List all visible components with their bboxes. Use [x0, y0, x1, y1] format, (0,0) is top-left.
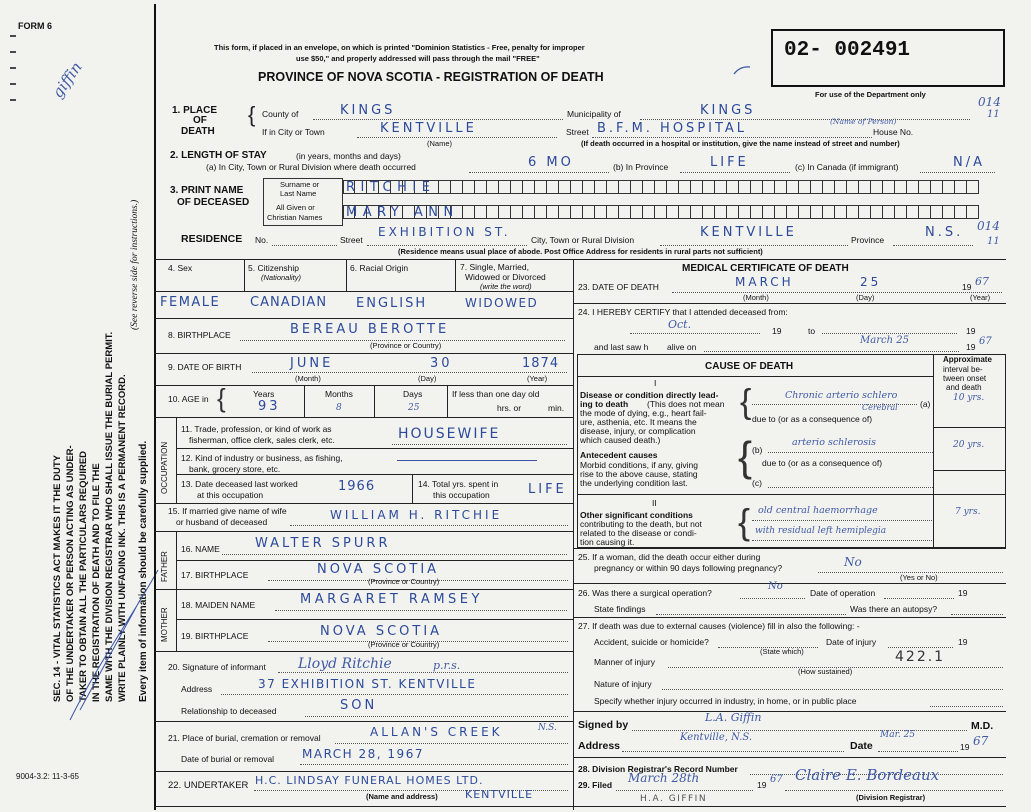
autopsy-label: Was there an autopsy? — [850, 604, 938, 614]
side-instruction-2: OF THE UNDERTAKER OR PERSON ACTING AS UNDER- — [65, 445, 76, 702]
hospital-note: (If death occurred in a hospital or institution, give the name instead of street and number) — [581, 139, 900, 148]
other-label-1: Other significant conditions — [580, 510, 693, 520]
accident-label: Accident, suicide or homicide? — [594, 637, 709, 647]
side-every-item: Every item of information should be carefully supplied. — [138, 440, 149, 702]
industry-label: 12. Kind of industry or business, as fishing, — [181, 453, 343, 463]
citizenship-value: CANADIAN — [250, 295, 328, 310]
last-saw-label: and last saw h — [594, 342, 649, 352]
cause-a-value: Chronic arterio schlero — [785, 390, 898, 401]
findings-label: State findings — [594, 604, 646, 614]
operation-date-label: Date of operation — [810, 588, 876, 598]
spouse-label-2: or husband of deceased — [176, 517, 268, 527]
cause-a-interval: 10 yrs. — [953, 393, 985, 403]
dob-year-note: (Year) — [527, 374, 548, 383]
total-label: 14. Total yrs. spent in — [418, 479, 499, 489]
dob-label: 9. DATE OF BIRTH — [168, 362, 242, 372]
last-worked-label: 13. Date deceased last worked — [181, 479, 298, 489]
antecedent-label-4: the underlying condition last. — [580, 478, 688, 488]
age-years-value: 93 — [258, 399, 281, 414]
postal-notice-2: use $50," and properly addressed will pass through the mail "FREE" — [296, 54, 540, 63]
residence-no-label: No. — [255, 235, 269, 245]
alive-on-label: alive on — [667, 342, 697, 352]
place-label-2: OF — [193, 115, 207, 126]
county-label: County of — [262, 109, 299, 119]
dob-year: 1874 — [522, 356, 560, 371]
dob-month: JUNE — [290, 356, 334, 371]
due-to-2: due to (or as a consequence of) — [762, 458, 883, 468]
alive-year-prefix: 19 — [966, 342, 976, 352]
residence-province-value: N.S. — [925, 225, 964, 240]
cert-date-label: Date — [850, 740, 873, 752]
dod-day-note: (Day) — [856, 293, 875, 302]
other-label-2: contributing to the death, but not — [580, 519, 702, 529]
father-birthplace-label: 17. BIRTHPLACE — [181, 570, 249, 580]
filed-value: March 28th — [628, 771, 700, 785]
registrar-note: (Division Registrar) — [856, 793, 926, 802]
disease-label-1: Disease or condition directly lead- — [580, 390, 719, 400]
residence-note: (Residence means usual place of abode. Post Office Address for residents in rural parts not sufficient) — [398, 247, 763, 256]
age-days-label: Days — [403, 389, 423, 399]
surname-label-2: Last Name — [280, 189, 317, 198]
burial-date-label: Date of burial or removal — [181, 754, 275, 764]
cause-b-value: arterio schlerosis — [792, 437, 876, 448]
relationship-label: Relationship to deceased — [181, 706, 277, 716]
dod-month: MARCH — [735, 275, 794, 289]
external-label: 27. If death was due to external causes (violence) fill in also the following: - — [578, 621, 860, 631]
cert-address-value: Kentville, N.S. — [680, 732, 753, 743]
age-days-value: 25 — [408, 403, 420, 413]
side-instruction-5: SAME WITH THE DIVISION REGISTRAR WHO SHALL ISSUE THE BURIAL PERMIT. — [104, 331, 115, 702]
registration-number: 02- 002491 — [784, 39, 911, 62]
birthplace-value: BEREAU BEROTTE — [290, 322, 450, 337]
dod-day: 25 — [860, 275, 882, 289]
birthplace-label: 8. BIRTHPLACE — [168, 330, 231, 340]
informant-address-label: Address — [181, 684, 213, 694]
disease-label-2: ing to death — [580, 399, 629, 409]
dob-month-note: (Month) — [295, 374, 321, 383]
disease-label-4: the mode of dying, e.g., heart fail- — [580, 408, 707, 418]
alive-year: 67 — [979, 336, 992, 347]
disease-label-3: (This does not mean — [647, 399, 725, 409]
pregnancy-label-2: pregnancy or within 90 days following pregnancy? — [594, 563, 783, 573]
spouse-label: 15. If married give name of wife — [168, 506, 287, 516]
undertaker-city: KENTVILLE — [465, 788, 534, 801]
spouse-value: WILLIAM H. RITCHIE — [330, 508, 503, 522]
interval-label-1: Approximate — [943, 355, 992, 364]
citizenship-sub: (Nationality) — [261, 273, 302, 282]
city-value: KENTVILLE — [380, 121, 477, 136]
interval-label-2: interval be- — [943, 365, 983, 374]
dept-use-label: For use of the Department only — [815, 90, 926, 99]
cert-date-value: Mar. 25 — [880, 730, 916, 740]
stay-b-label: (b) In Province — [613, 162, 669, 172]
place-label-1: 1. PLACE — [172, 105, 218, 116]
undertaker-label: 22. UNDERTAKER — [168, 780, 249, 791]
name-label-2: OF DECEASED — [177, 197, 250, 208]
disease-label-6: disease, injury, or complication — [580, 426, 696, 436]
age-months-label: Months — [325, 389, 353, 399]
total-label-2: this occupation — [433, 490, 490, 500]
date-injury-label: Date of injury — [826, 637, 877, 647]
marital-label-3: (write the word) — [480, 282, 532, 291]
trade-label: 11. Trade, profession, or kind of work as — [181, 424, 332, 434]
classification-code: 422.1 — [895, 649, 946, 665]
dod-label: 23. DATE OF DEATH — [578, 282, 659, 292]
form-number: FORM 6 — [18, 21, 53, 31]
side-instruction-3: TAKER TO OBTAIN ALL THE PARTICULARS REQUIRED — [78, 450, 89, 702]
street-label: Street — [566, 127, 589, 137]
stay-b-value: LIFE — [710, 155, 749, 170]
cert-address-label: Address — [578, 740, 621, 752]
dob-day-note: (Day) — [418, 374, 437, 383]
cause-c-label: (c) — [752, 478, 762, 488]
residence-street-value: EXHIBITION ST. — [378, 225, 511, 239]
undertaker-name: H.C. LINDSAY FUNERAL HOMES LTD. — [255, 774, 484, 787]
filed-year-prefix: 19 — [757, 780, 767, 790]
stamp-text: H.A. GIFFIN — [640, 794, 708, 804]
nature-label: Nature of injury — [594, 679, 652, 689]
registrar-signature: Claire E. Bordeaux — [795, 766, 940, 784]
antecedent-label: Antecedent causes — [580, 450, 658, 460]
interval-label-4: and death — [946, 383, 982, 392]
surgery-value: No — [768, 581, 783, 592]
pregnancy-label: 25. If a woman, did the death occur either during — [578, 552, 761, 562]
total-value: LIFE — [528, 482, 567, 497]
father-birthplace-value: NOVA SCOTIA — [317, 562, 440, 577]
municipality-label: Municipality of — [567, 109, 621, 119]
name-label-1: 3. PRINT NAME — [170, 185, 244, 196]
residence-street-label: Street — [340, 235, 363, 245]
stay-c-label: (c) In Canada (if immigrant) — [795, 162, 899, 172]
other-interval: 7 yrs. — [955, 507, 981, 517]
municipality-value: KINGS — [700, 103, 756, 118]
filed-label: 29. Filed — [578, 780, 613, 790]
cause-a-value-2: Cerebral — [862, 403, 898, 412]
residence-label: RESIDENCE — [181, 233, 243, 245]
min-label: min. — [548, 403, 565, 413]
sex-label: 4. Sex — [168, 263, 193, 273]
alive-date: March 25 — [860, 335, 909, 346]
injury-year: 19 — [958, 637, 968, 647]
last-worked-label-2: at this occupation — [197, 490, 264, 500]
mother-birthplace-note: (Province or Country) — [368, 640, 440, 649]
city-name-note: (Name) — [427, 139, 453, 148]
stay-a-label: (a) In City, Town or Rural Division where death occurred — [206, 162, 416, 172]
informant-address-value: 37 EXHIBITION ST. KENTVILLE — [258, 677, 477, 691]
cause-a-label: (a) — [920, 399, 931, 409]
marital-value: WIDOWED — [465, 296, 539, 310]
specify-label: Specify whether injury occurred in industry, in home, or in public place — [594, 696, 857, 706]
mother-maiden-label: 18. MAIDEN NAME — [181, 600, 256, 610]
marital-label-2: Widowed or Divorced — [465, 272, 546, 282]
dod-year-note: (Year) — [970, 293, 991, 302]
cause-heading: CAUSE OF DEATH — [705, 361, 794, 372]
margin-handwriting: giffin — [48, 58, 86, 102]
side-instruction-1: SEC. 14 - VITAL STATISTICS ACT MAKES IT THE DUTY — [52, 454, 63, 702]
informant-sig-label: 20. Signature of informant — [168, 662, 266, 672]
form-code: 9004-3.2: 11-3-65 — [16, 772, 80, 781]
hrs-label: hrs. or — [497, 403, 522, 413]
street-value: B.F.M. HOSPITAL — [597, 121, 748, 136]
stay-a-value: 6 MO — [528, 155, 574, 170]
mother-side: MOTHER — [160, 607, 169, 642]
side-instruction-6: WRITE PLAINLY WITH UNFADING INK. THIS IS A PERMANENT RECORD. — [117, 374, 128, 702]
father-name-label: 16. NAME — [181, 544, 220, 554]
check-mark-icon — [732, 64, 752, 78]
birthplace-note: (Province or Country) — [370, 341, 442, 350]
undertaker-note: (Name and address) — [366, 792, 438, 801]
dept-code-1: 014 — [978, 95, 1001, 109]
residence-city-label: City, Town or Rural Division — [531, 235, 635, 245]
age-label: 10. AGE in — [168, 394, 209, 404]
trade-label-2: fisherman, office clerk, sales clerk, etc. — [189, 435, 335, 445]
record-number-label: 28. Division Registrar's Record Number — [578, 764, 738, 774]
racial-value: ENGLISH — [356, 296, 428, 311]
relationship-value: SON — [340, 698, 378, 713]
certify-label: 24. I HEREBY CERTIFY that I attended deceased from: — [578, 307, 788, 317]
disease-label-7: which caused death.) — [580, 435, 661, 445]
dept-code-3: 014 — [977, 219, 1000, 233]
mother-birthplace-value: NOVA SCOTIA — [320, 624, 443, 639]
house-no-label: House No. — [873, 127, 914, 137]
interval-label-3: tween onset — [943, 374, 987, 383]
attended-from: Oct. — [668, 318, 692, 331]
surname-label-1: Surname or — [280, 180, 320, 189]
informant-sig-extra: p.r.s. — [433, 659, 461, 672]
md-label: M.D. — [971, 720, 994, 732]
cause-b-interval: 20 yrs. — [953, 440, 985, 450]
given-label-1: All Given or — [276, 203, 315, 212]
last-worked-value: 1966 — [338, 479, 376, 494]
burial-place-label: 21. Place of burial, cremation or removal — [168, 733, 321, 743]
residence-city-value: KENTVILLE — [700, 225, 797, 240]
father-name-value: WALTER SPURR — [255, 536, 391, 551]
dod-month-note: (Month) — [743, 293, 769, 302]
given-value: MARY ANN — [346, 205, 459, 220]
postal-notice-1: This form, if placed in an envelope, on which is printed "Dominion Statistics - Free, penalty for improper — [214, 43, 585, 52]
pregnancy-note: (Yes or No) — [900, 573, 938, 582]
age-months-value: 8 — [336, 403, 342, 413]
age-years-label: Years — [253, 389, 275, 399]
other-value-1: old central haemorrhage — [758, 505, 878, 516]
informant-signature: Lloyd Ritchie — [298, 656, 392, 672]
industry-label-2: bank, grocery store, etc. — [189, 464, 281, 474]
roman-2: II — [652, 498, 657, 508]
signed-by-label: Signed by — [578, 719, 629, 731]
city-label: If in City or Town — [262, 127, 325, 137]
marital-label: 7. Single, Married, — [460, 262, 529, 272]
hole-punch-marks — [8, 32, 22, 102]
form-title: PROVINCE OF NOVA SCOTIA - REGISTRATION OF DEATH — [258, 70, 604, 84]
to-label: to — [808, 326, 816, 336]
antecedent-label-2: Morbid conditions, if any, giving — [580, 460, 698, 470]
operation-year: 19 — [958, 588, 968, 598]
stay-label: 2. LENGTH OF STAY — [170, 150, 267, 161]
other-label-4: tion causing it. — [580, 537, 635, 547]
disease-label-5: ure, asthenia, etc. It means the — [580, 417, 697, 427]
place-label-3: DEATH — [181, 126, 215, 137]
dept-code-2: 11 — [987, 109, 1000, 120]
father-side: FATHER — [160, 551, 169, 582]
roman-1: I — [654, 378, 657, 388]
how-sustained: (How sustained) — [798, 667, 853, 676]
surgery-label: 26. Was there a surgical operation? — [578, 588, 712, 598]
stay-sub: (in years, months and days) — [296, 151, 401, 161]
cert-year-prefix: 19 — [960, 742, 970, 752]
dod-year: 67 — [975, 275, 989, 288]
surname-grid — [343, 180, 979, 194]
side-instructions-note: (See reverse side for instructions.) — [130, 199, 140, 330]
from-year: 19 — [772, 326, 782, 336]
other-label-3: related to the disease or condi- — [580, 528, 697, 538]
street-note: (Name of Person) — [830, 117, 897, 126]
cause-b-label: (b) — [752, 445, 763, 455]
side-instruction-4: IN THE REGISTRATION OF DEATH AND TO FILE THE — [91, 463, 102, 702]
trade-value: HOUSEWIFE — [398, 426, 501, 442]
filed-year: 67 — [770, 774, 783, 785]
surname-value: RITCHIE — [346, 180, 436, 195]
other-value-2: with residual left hemiplegia — [755, 526, 887, 536]
state-which: (State which) — [760, 647, 804, 656]
less-day-label: If less than one day old — [452, 389, 540, 399]
medical-heading: MEDICAL CERTIFICATE OF DEATH — [682, 263, 849, 274]
dob-day: 30 — [430, 356, 453, 371]
stay-c-value: N/A — [953, 155, 985, 170]
to-year: 19 — [966, 326, 976, 336]
dept-code-4: 11 — [987, 236, 1000, 247]
father-birthplace-note: (Province or Country) — [368, 577, 440, 586]
burial-date-value: MARCH 28, 1967 — [302, 747, 424, 761]
mother-maiden-value: MARGARET RAMSEY — [300, 592, 483, 607]
racial-label: 6. Racial Origin — [350, 263, 409, 273]
county-value: KINGS — [340, 103, 396, 118]
signed-by-value: L.A. Giffin — [705, 711, 762, 724]
dod-year-prefix: 19 — [962, 282, 972, 292]
sex-value: FEMALE — [160, 295, 221, 310]
mother-birthplace-label: 19. BIRTHPLACE — [181, 631, 249, 641]
burial-place-value: ALLAN'S CREEK — [370, 725, 503, 739]
occupation-side: OCCUPATION — [160, 441, 169, 494]
pregnancy-value: No — [844, 555, 862, 569]
burial-place-extra: N.S. — [538, 723, 557, 733]
cert-year: 67 — [973, 734, 989, 748]
given-label-2: Christian Names — [267, 213, 323, 222]
manner-label: Manner of injury — [594, 657, 655, 667]
antecedent-label-3: rise to the above cause, stating — [580, 469, 698, 479]
citizenship-label: 5. Citizenship — [248, 263, 300, 273]
residence-province-label: Province — [851, 235, 885, 245]
due-to-1: due to (or as a consequence of) — [752, 414, 873, 424]
